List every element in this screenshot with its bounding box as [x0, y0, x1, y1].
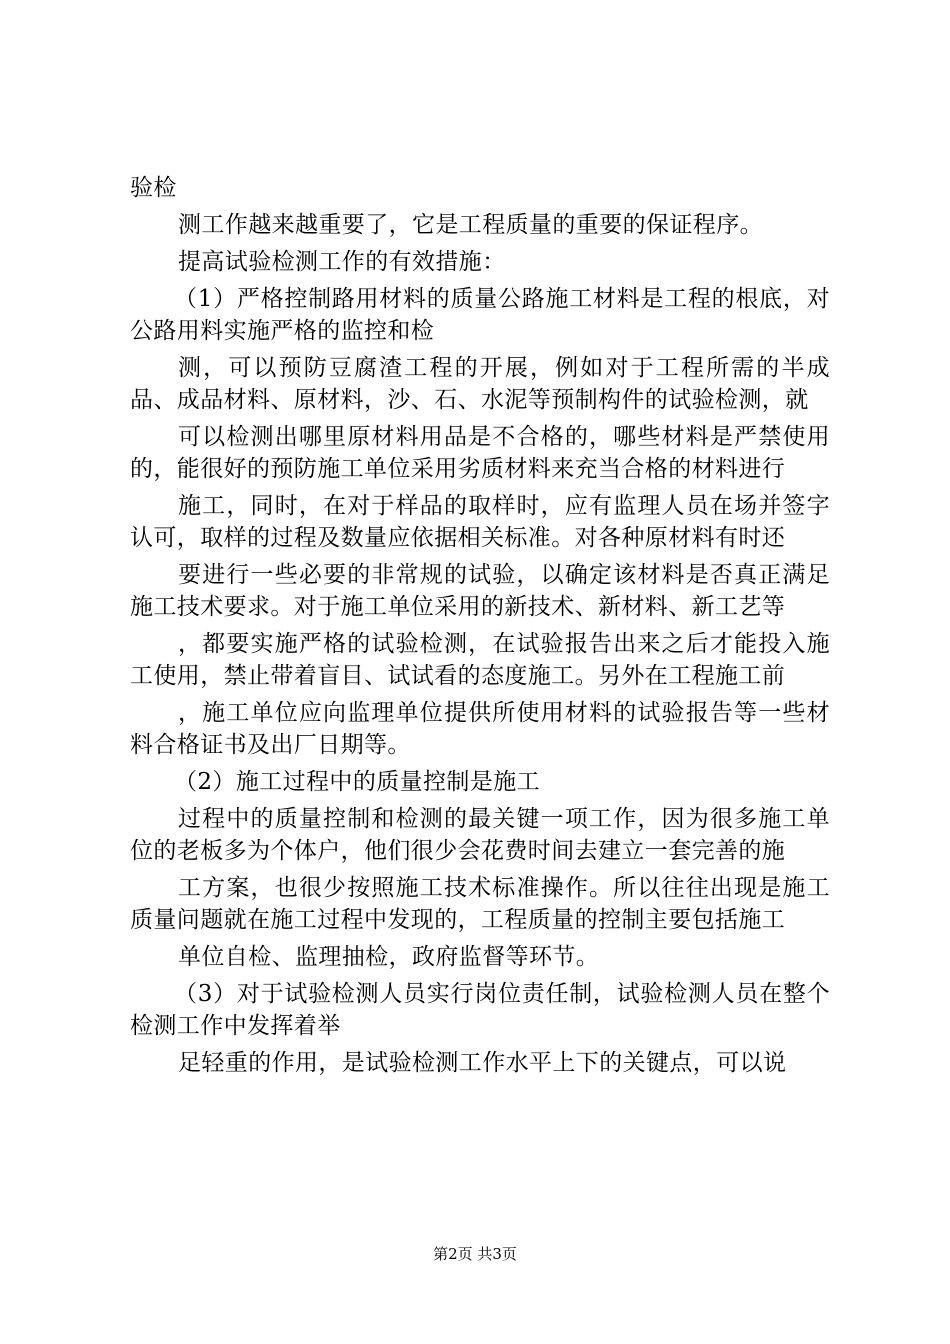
page-footer — [0, 1244, 950, 1264]
paragraph: 足轻重的作用，是试验检测工作水平上下的关键点，可以说 — [178, 1050, 787, 1076]
paragraph: 提高试验检测工作的有效措施： — [178, 249, 506, 275]
paragraph: ，都要实施严格的试验检测，在试验报告出来之后才能投入施工使用，禁止带着盲目、试试看的态度施工。另外在工程施工前 — [130, 631, 830, 689]
paragraph: 可以检测出哪里原材料用品是不合格的，哪些材料是严禁使用的，能很好的预防施工单位采用劣质材料来充当合格的材料进行 — [130, 424, 830, 482]
paragraph: 施工，同时，在对于样品的取样时，应有监理人员在场并签字认可，取样的过程及数量应依据相关标准。对各种原材料有时还 — [130, 493, 830, 551]
paragraph: 要进行一些必要的非常规的试验，以确定该材料是否真正满足施工技术要求。对于施工单位采用的新技术、新材料、新工艺等 — [130, 562, 830, 620]
paragraph: （1）严格控制路用材料的质量公路施工材料是工程的根底，对公路用料实施严格的监控和检 — [130, 286, 830, 344]
paragraph: （2）施工过程中的质量控制是施工 — [174, 769, 541, 795]
document-body — [130, 172, 830, 1084]
paragraph: 验检 — [130, 175, 177, 201]
paragraph: 工方案，也很少按照施工技术标准操作。所以往往出现是施工质量问题就在施工过程中发现的，工程质量的控制主要包括施工 — [130, 875, 830, 933]
paragraph: （3）对于试验检测人员实行岗位责任制，试验检测人员在整个检测工作中发挥着举 — [130, 981, 830, 1039]
paragraph: 单位自检、监理抽检，政府监督等环节。 — [178, 944, 600, 970]
paragraph: 过程中的质量控制和检测的最关键一项工作，因为很多施工单位的老板多为个体户，他们很少会花费时间去建立一套完善的施 — [130, 806, 830, 864]
paragraph: ，施工单位应向监理单位提供所使用材料的试验报告等一些材料合格证书及出厂日期等。 — [130, 700, 830, 758]
paragraph: 测，可以预防豆腐渣工程的开展，例如对于工程所需的半成品、成品材料、原材料，沙、石、水泥等预制构件的试验检测，就 — [130, 355, 830, 413]
paragraph: 测工作越来越重要了，它是工程质量的重要的保证程序。 — [178, 212, 763, 238]
page-number-label: 第2页 共3页 — [433, 1245, 517, 1263]
